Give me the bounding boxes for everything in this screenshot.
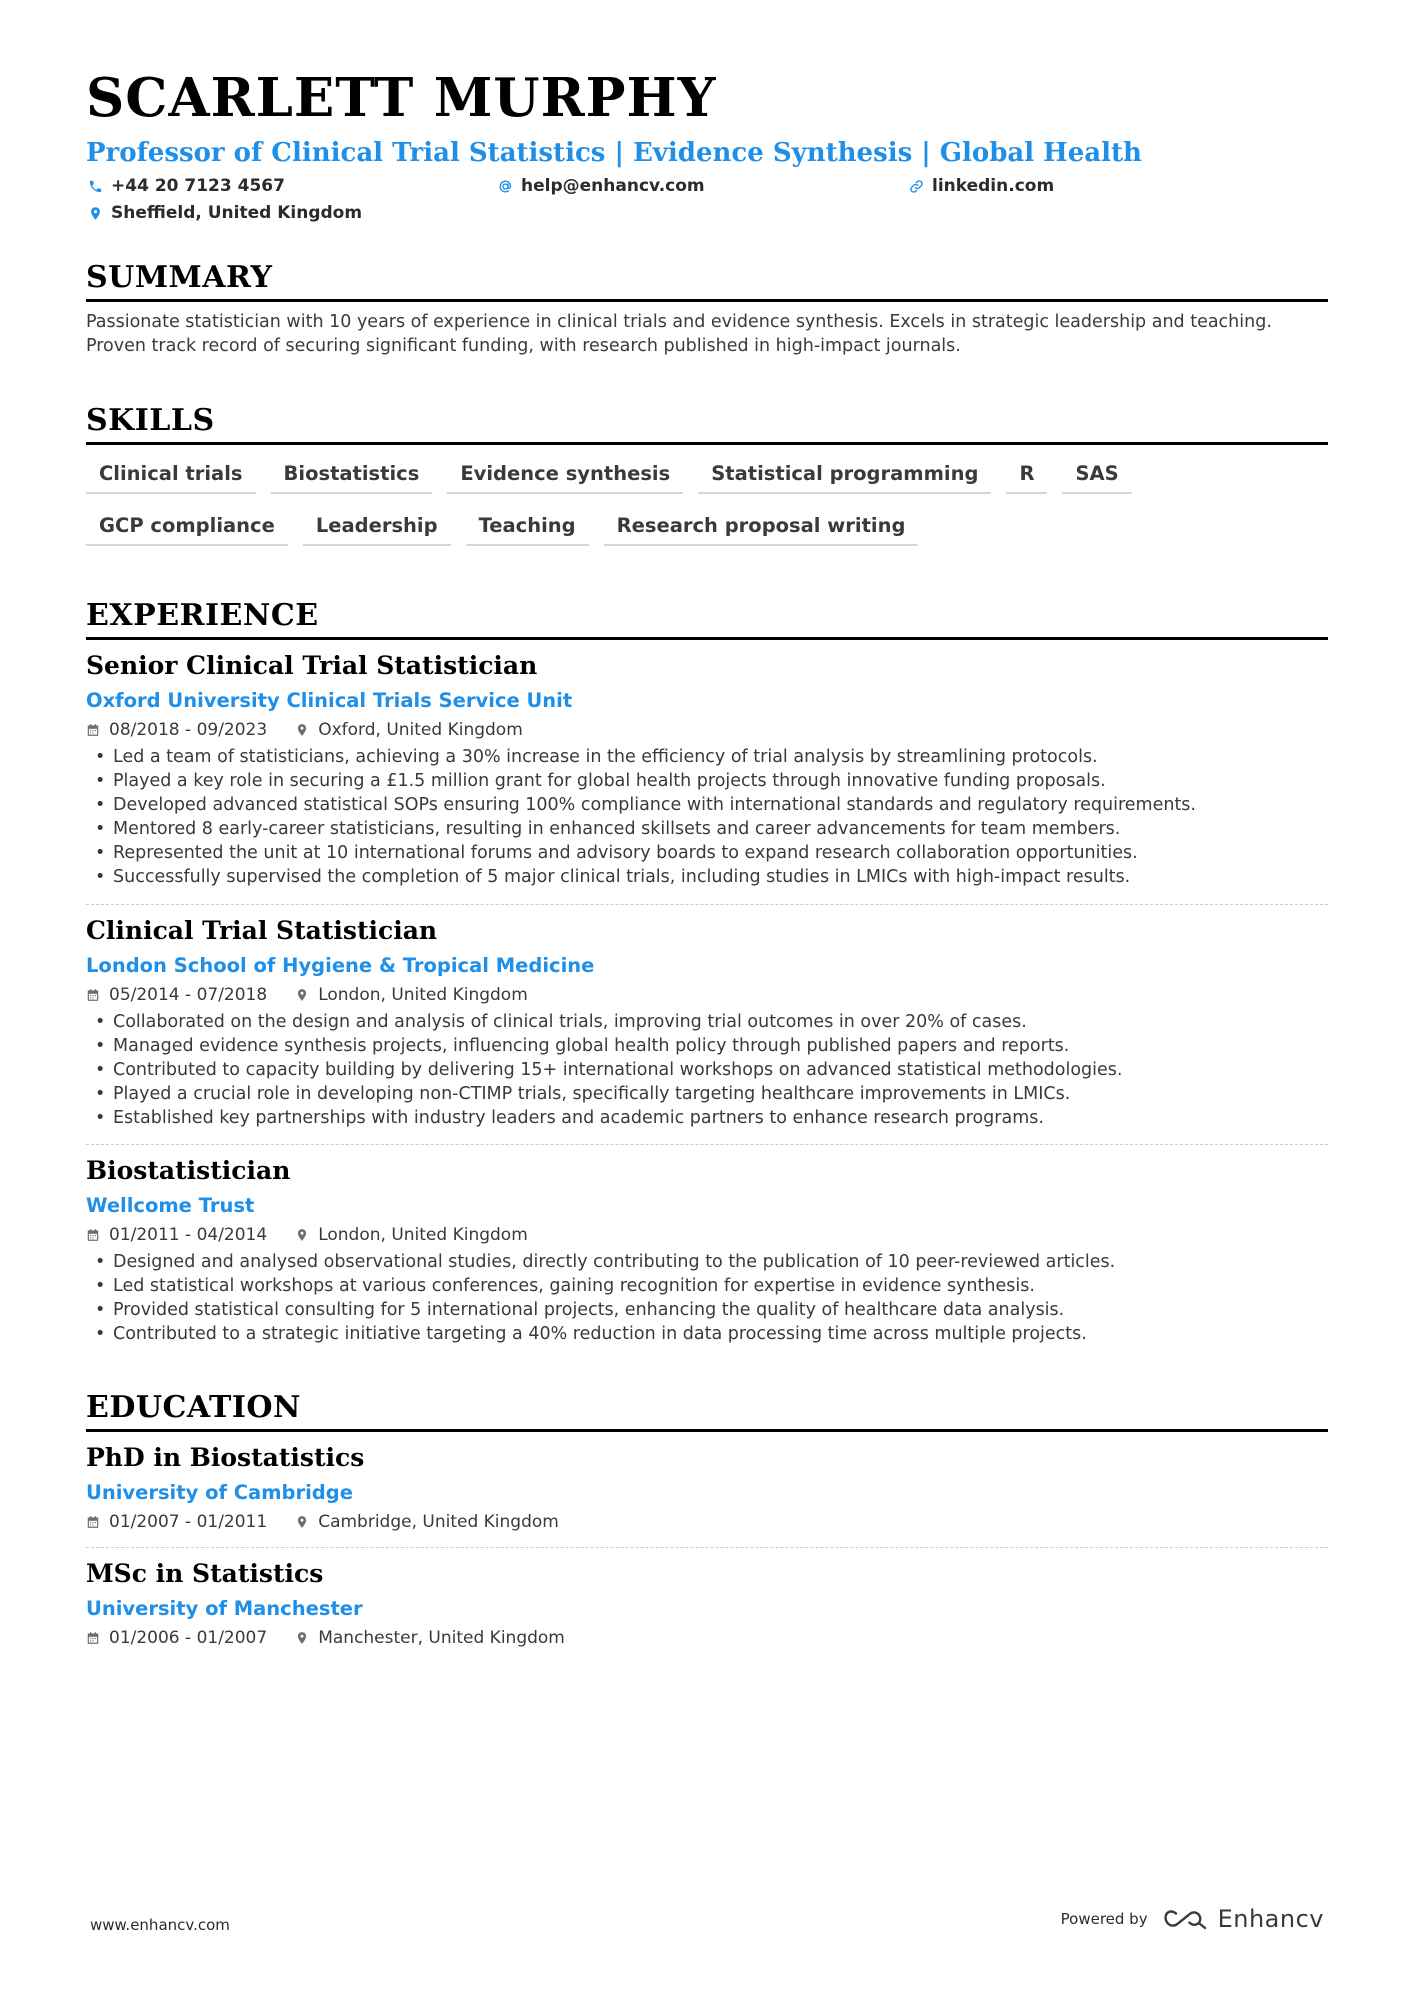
skill-tag: GCP compliance — [86, 510, 288, 546]
education-entry — [86, 1445, 1328, 1531]
job-meta — [86, 719, 1328, 740]
experience-entry — [86, 1158, 1328, 1346]
calendar-icon — [86, 988, 100, 1002]
contact-email[interactable] — [498, 176, 705, 196]
bullet-item: • Led statistical workshops at various conferences, gaining recognition for expertise in evidence synthesis. — [86, 1274, 1328, 1298]
summary-text: Passionate statistician with 10 years of experience in clinical trials and evidence synthesis. Excels in strategic leadership and teaching. Proven track record of securing significant funding, with research published in high-impact journals. — [86, 312, 1272, 356]
contact-phone — [88, 176, 285, 196]
skill-tag: Statistical programming — [698, 458, 991, 494]
bullet-item: • Provided statistical consulting for 5 international projects, enhancing the quality of healthcare data analysis. — [86, 1298, 1328, 1322]
job-title: Clinical Trial Statistician — [86, 916, 438, 945]
job-meta — [86, 984, 1328, 1005]
bullet-item: • Managed evidence synthesis projects, influencing global health policy through published papers and reports. — [86, 1034, 1328, 1058]
entry-divider — [86, 1547, 1328, 1548]
job-bullets — [86, 1010, 1328, 1130]
degree-title: MSc in Statistics — [86, 1559, 324, 1588]
linkedin-text: linkedin.com — [932, 176, 1055, 196]
skill-tag: Biostatistics — [271, 458, 433, 494]
bullet-item: • Represented the unit at 10 international forums and advisory boards to expand research collaboration opportunities. — [86, 841, 1328, 865]
job-title: Senior Clinical Trial Statistician — [86, 651, 538, 680]
phone-icon — [88, 179, 103, 194]
at-icon — [498, 179, 513, 194]
entry-divider — [86, 1144, 1328, 1145]
phone-text: +44 20 7123 4567 — [111, 176, 285, 196]
headline: Professor of Clinical Trial Statistics | Evidence Synthesis | Global Health — [86, 138, 1142, 168]
footer-website[interactable]: www.enhancv.com — [90, 1916, 230, 1934]
enhancv-logo[interactable] — [1162, 1905, 1324, 1933]
bullet-item: • Played a crucial role in developing non-CTIMP trials, specifically targeting healthcare improvements in LMICs. — [86, 1082, 1328, 1106]
job-location: London, United Kingdom — [318, 1224, 528, 1245]
education-location: Cambridge, United Kingdom — [318, 1511, 559, 1532]
summary-title: SUMMARY — [86, 263, 1328, 302]
job-location: London, United Kingdom — [318, 984, 528, 1005]
experience-entry — [86, 918, 1328, 1130]
bullet-item: • Developed advanced statistical SOPs ensuring 100% compliance with international standards and regulatory requirements. — [86, 793, 1328, 817]
entry-divider — [86, 904, 1328, 905]
degree-title: PhD in Biostatistics — [86, 1443, 365, 1472]
education-meta — [86, 1627, 1328, 1648]
email-text: help@enhancv.com — [521, 176, 705, 196]
contact-linkedin[interactable] — [909, 176, 1054, 196]
calendar-icon — [86, 1631, 100, 1645]
skill-tag: SAS — [1062, 458, 1131, 494]
link-icon — [909, 179, 924, 194]
job-location: Oxford, United Kingdom — [318, 719, 523, 740]
experience-title: EXPERIENCE — [86, 601, 1328, 640]
bullet-item: • Contributed to capacity building by delivering 15+ international workshops on advanced statistical methodologies. — [86, 1058, 1328, 1082]
skill-tag: Evidence synthesis — [447, 458, 683, 494]
location-pin-icon — [88, 206, 103, 221]
education-title: EDUCATION — [86, 1393, 1328, 1432]
skill-tag: R — [1006, 458, 1047, 494]
bullet-item: • Designed and analysed observational studies, directly contributing to the publication of 10 peer-reviewed articles. — [86, 1250, 1328, 1274]
bullet-item: • Established key partnerships with industry leaders and academic partners to enhance research programs. — [86, 1106, 1328, 1130]
enhancv-logo-icon — [1162, 1907, 1208, 1931]
education-entry — [86, 1561, 1328, 1647]
education-dates: 01/2006 - 01/2007 — [109, 1627, 268, 1648]
calendar-icon — [86, 723, 100, 737]
job-dates: 01/2011 - 04/2014 — [109, 1224, 268, 1245]
skills-list — [86, 458, 1328, 546]
location-pin-icon — [295, 1515, 309, 1529]
location-pin-icon — [295, 988, 309, 1002]
education-location: Manchester, United Kingdom — [318, 1627, 565, 1648]
job-dates: 08/2018 - 09/2023 — [109, 719, 268, 740]
location-pin-icon — [295, 1228, 309, 1242]
calendar-icon — [86, 1228, 100, 1242]
location-pin-icon — [295, 723, 309, 737]
job-meta — [86, 1224, 1328, 1245]
skill-tag: Clinical trials — [86, 458, 256, 494]
employer: Oxford University Clinical Trials Service Unit — [86, 689, 573, 712]
skill-tag: Teaching — [466, 510, 589, 546]
education-dates: 01/2007 - 01/2011 — [109, 1511, 268, 1532]
job-dates: 05/2014 - 07/2018 — [109, 984, 268, 1005]
contact-location — [88, 203, 362, 223]
experience-entry — [86, 653, 1328, 889]
bullet-item: • Played a key role in securing a £1.5 million grant for global health projects through innovative funding proposals. — [86, 769, 1328, 793]
school-name: University of Manchester — [86, 1597, 363, 1620]
calendar-icon — [86, 1515, 100, 1529]
brand-name: Enhancv — [1217, 1905, 1324, 1933]
bullet-item: • Led a team of statisticians, achieving a 30% increase in the efficiency of trial analysis by streamlining protocols. — [86, 745, 1328, 769]
footer-branding — [1061, 1905, 1324, 1933]
powered-by-text: Powered by — [1060, 1910, 1148, 1928]
bullet-item: • Collaborated on the design and analysis of clinical trials, improving trial outcomes in over 20% of cases. — [86, 1010, 1328, 1034]
education-meta — [86, 1511, 1328, 1532]
job-title: Biostatistician — [86, 1156, 291, 1185]
employer: Wellcome Trust — [86, 1194, 255, 1217]
bullet-item: • Mentored 8 early-career statisticians, resulting in enhanced skillsets and career advancements for team members. — [86, 817, 1328, 841]
bullet-item: • Successfully supervised the completion of 5 major clinical trials, including studies in LMICs with high-impact results. — [86, 865, 1328, 889]
employer: London School of Hygiene & Tropical Medicine — [86, 954, 595, 977]
skill-tag: Leadership — [303, 510, 451, 546]
skills-title: SKILLS — [86, 406, 1328, 445]
school-name: University of Cambridge — [86, 1481, 353, 1504]
job-bullets — [86, 745, 1328, 889]
candidate-name: SCARLETT MURPHY — [86, 67, 717, 129]
bullet-item: • Contributed to a strategic initiative targeting a 40% reduction in data processing time across multiple projects. — [86, 1322, 1328, 1346]
skill-tag: Research proposal writing — [604, 510, 919, 546]
job-bullets — [86, 1250, 1328, 1346]
location-pin-icon — [295, 1631, 309, 1645]
location-text: Sheffield, United Kingdom — [111, 203, 363, 223]
